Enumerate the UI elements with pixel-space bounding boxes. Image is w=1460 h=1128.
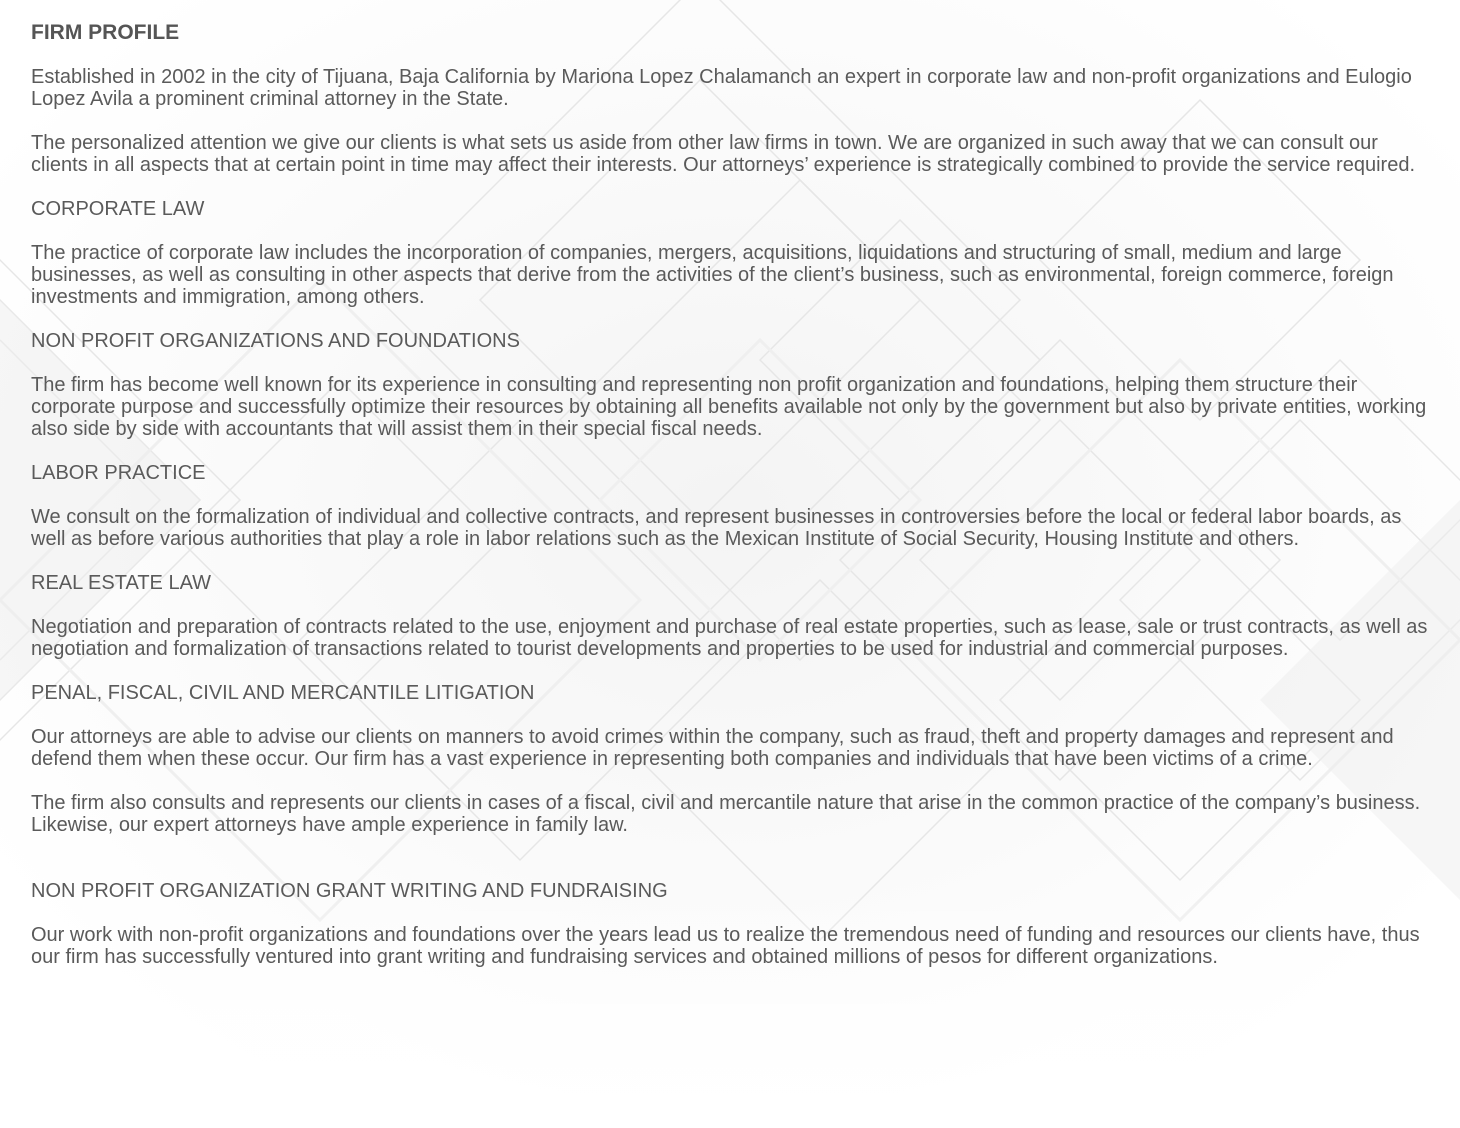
section-paragraph: The firm has become well known for its experience in consulting and representing non profit organization and foundations, helping them structure their corporate purpose and successfully optimize their resources by obtaining all benefits available not only by the government but also by private entities, working also side by side with accountants that will assist them in their special fiscal needs. <box>31 374 1427 440</box>
section-paragraph: The practice of corporate law includes the incorporation of companies, mergers, acquisitions, liquidations and structuring of small, medium and large businesses, as well as consulting in other aspects that derive from the activities of the client’s business, such as environmental, foreign commerce, foreign investments and immigration, among others. <box>31 242 1394 308</box>
section-heading-real-estate-law: REAL ESTATE LAW <box>31 572 212 594</box>
section-paragraph: The firm also consults and represents our clients in cases of a fiscal, civil and mercantile nature that arise in the common practice of the company’s business. Likewise, our expert attorneys have ample experience in family law. <box>31 792 1421 836</box>
intro-paragraph: Established in 2002 in the city of Tijuana, Baja California by Mariona Lopez Chalamanch an expert in corporate law and non-profit organizations and Eulogio Lopez Avila a prominent criminal attorney in the State. <box>31 66 1412 110</box>
section-heading-grant-writing: NON PROFIT ORGANIZATION GRANT WRITING AND FUNDRAISING <box>31 880 668 902</box>
intro-paragraph: The personalized attention we give our clients is what sets us aside from other law firms in town. We are organized in such away that we can consult our clients in all aspects that at certain point in time may affect their interests. Our attorneys’ experience is strategically combined to provide the service required. <box>31 132 1415 176</box>
section-paragraph: Negotiation and preparation of contracts related to the use, enjoyment and purchase of real estate properties, such as lease, sale or trust contracts, as well as negotiation and formalization of transactions related to tourist developments and properties to be used for industrial and commercial purposes. <box>31 616 1428 660</box>
section-heading-corporate-law: CORPORATE LAW <box>31 198 205 220</box>
section-paragraph: Our work with non-profit organizations and foundations over the years lead us to realize the tremendous need of funding and resources our clients have, thus our firm has successfully ventured into grant writing and fundraising services and obtained millions of pesos for different organizations. <box>31 924 1420 968</box>
section-paragraph: We consult on the formalization of individual and collective contracts, and represent businesses in controversies before the local or federal labor boards, as well as before various authorities that play a role in labor relations such as the Mexican Institute of Social Security, Housing Institute and others. <box>31 506 1402 550</box>
section-heading-labor-practice: LABOR PRACTICE <box>31 462 206 484</box>
section-paragraph: Our attorneys are able to advise our clients on manners to avoid crimes within the company, such as fraud, theft and property damages and represent and defend them when these occur. Our firm has a vast experience in representing both companies and individuals that have been victims of a crime. <box>31 726 1394 770</box>
section-heading-litigation: PENAL, FISCAL, CIVIL AND MERCANTILE LITIGATION <box>31 682 535 704</box>
document-title: FIRM PROFILE <box>31 21 180 44</box>
section-heading-non-profit-organizations: NON PROFIT ORGANIZATIONS AND FOUNDATIONS <box>31 330 520 352</box>
firm-profile-document <box>31 22 1436 990</box>
spacer <box>31 858 1436 880</box>
